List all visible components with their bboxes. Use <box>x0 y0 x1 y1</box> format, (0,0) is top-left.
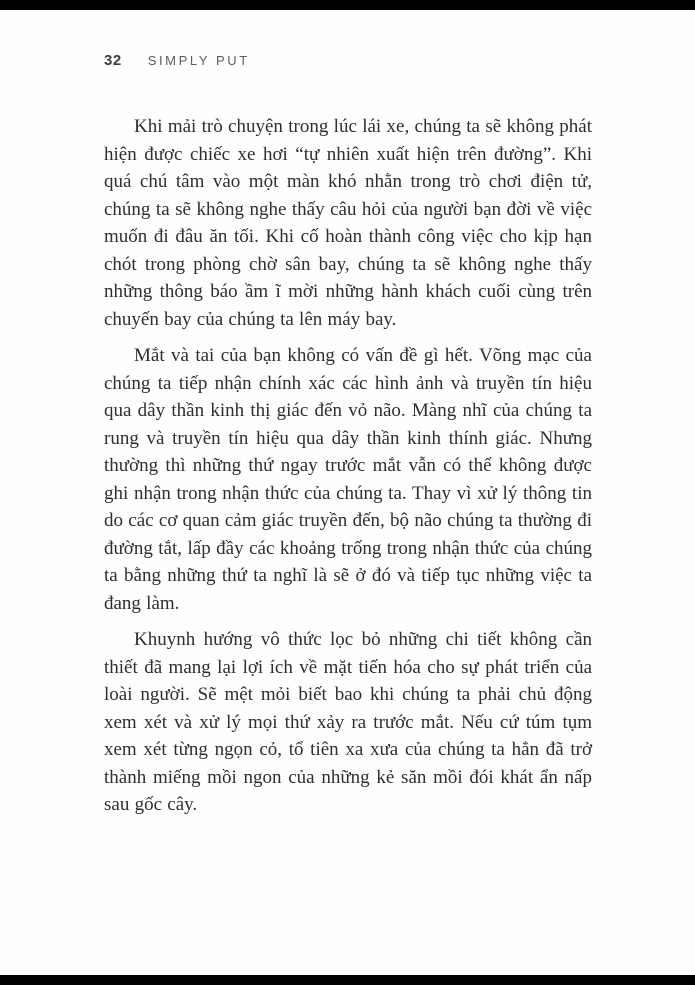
body-paragraph: Khuynh hướng vô thức lọc bỏ những chi tiết không cần thiết đã mang lại lợi ích về mặt tiến hóa cho sự phát triển của loài người. Sẽ mệt mỏi biết bao khi chúng ta phải chủ động xem xét và xử lý mọi thứ xảy ra trước mắt. Nếu cứ túm tụm xem xét từng ngọn cỏ, tổ tiên xa xưa của chúng ta hẳn đã trở thành miếng mồi ngon của những kẻ săn mồi đói khát ẩn nấp sau gốc cây. <box>104 629 592 815</box>
running-header <box>104 52 592 69</box>
page-number: 32 <box>104 52 122 69</box>
body-paragraph: Khi mải trò chuyện trong lúc lái xe, chúng ta sẽ không phát hiện được chiếc xe hơi “tự nhiên xuất hiện trên đường”. Khi quá chú tâm vào một màn khó nhằn trong trò chơi điện tử, chúng ta sẽ không nghe thấy câu hỏi của người bạn đời về việc muốn đi đâu ăn tối. Khi cố hoàn thành công việc cho kịp hạn chót trong phòng chờ sân bay, chúng ta sẽ không nghe thấy những thông báo ầm ĩ mời những hành khách cuối cùng trên chuyến bay của chúng ta lên máy bay. <box>104 116 592 330</box>
body-paragraph: Mắt và tai của bạn không có vấn đề gì hết. Võng mạc của chúng ta tiếp nhận chính xác các hình ảnh và truyền tín hiệu qua dây thần kinh thị giác đến vỏ não. Màng nhĩ của chúng ta rung và truyền tín hiệu qua dây thần kinh thính giác. Nhưng thường thì những thứ ngay trước mắt vẫn có thể không được ghi nhận trong nhận thức của chúng ta. Thay vì xử lý thông tin do các cơ quan cảm giác truyền đến, bộ não chúng ta thường đi đường tắt, lấp đầy các khoảng trống trong nhận thức của chúng ta bằng những thứ ta nghĩ là sẽ ở đó và tiếp tục những việc ta đang làm. <box>104 345 592 614</box>
book-title: SIMPLY PUT <box>147 53 250 68</box>
page-body <box>104 113 592 819</box>
book-page <box>0 10 695 975</box>
page-edge-top <box>0 0 695 10</box>
page-edge-bottom <box>0 975 695 985</box>
